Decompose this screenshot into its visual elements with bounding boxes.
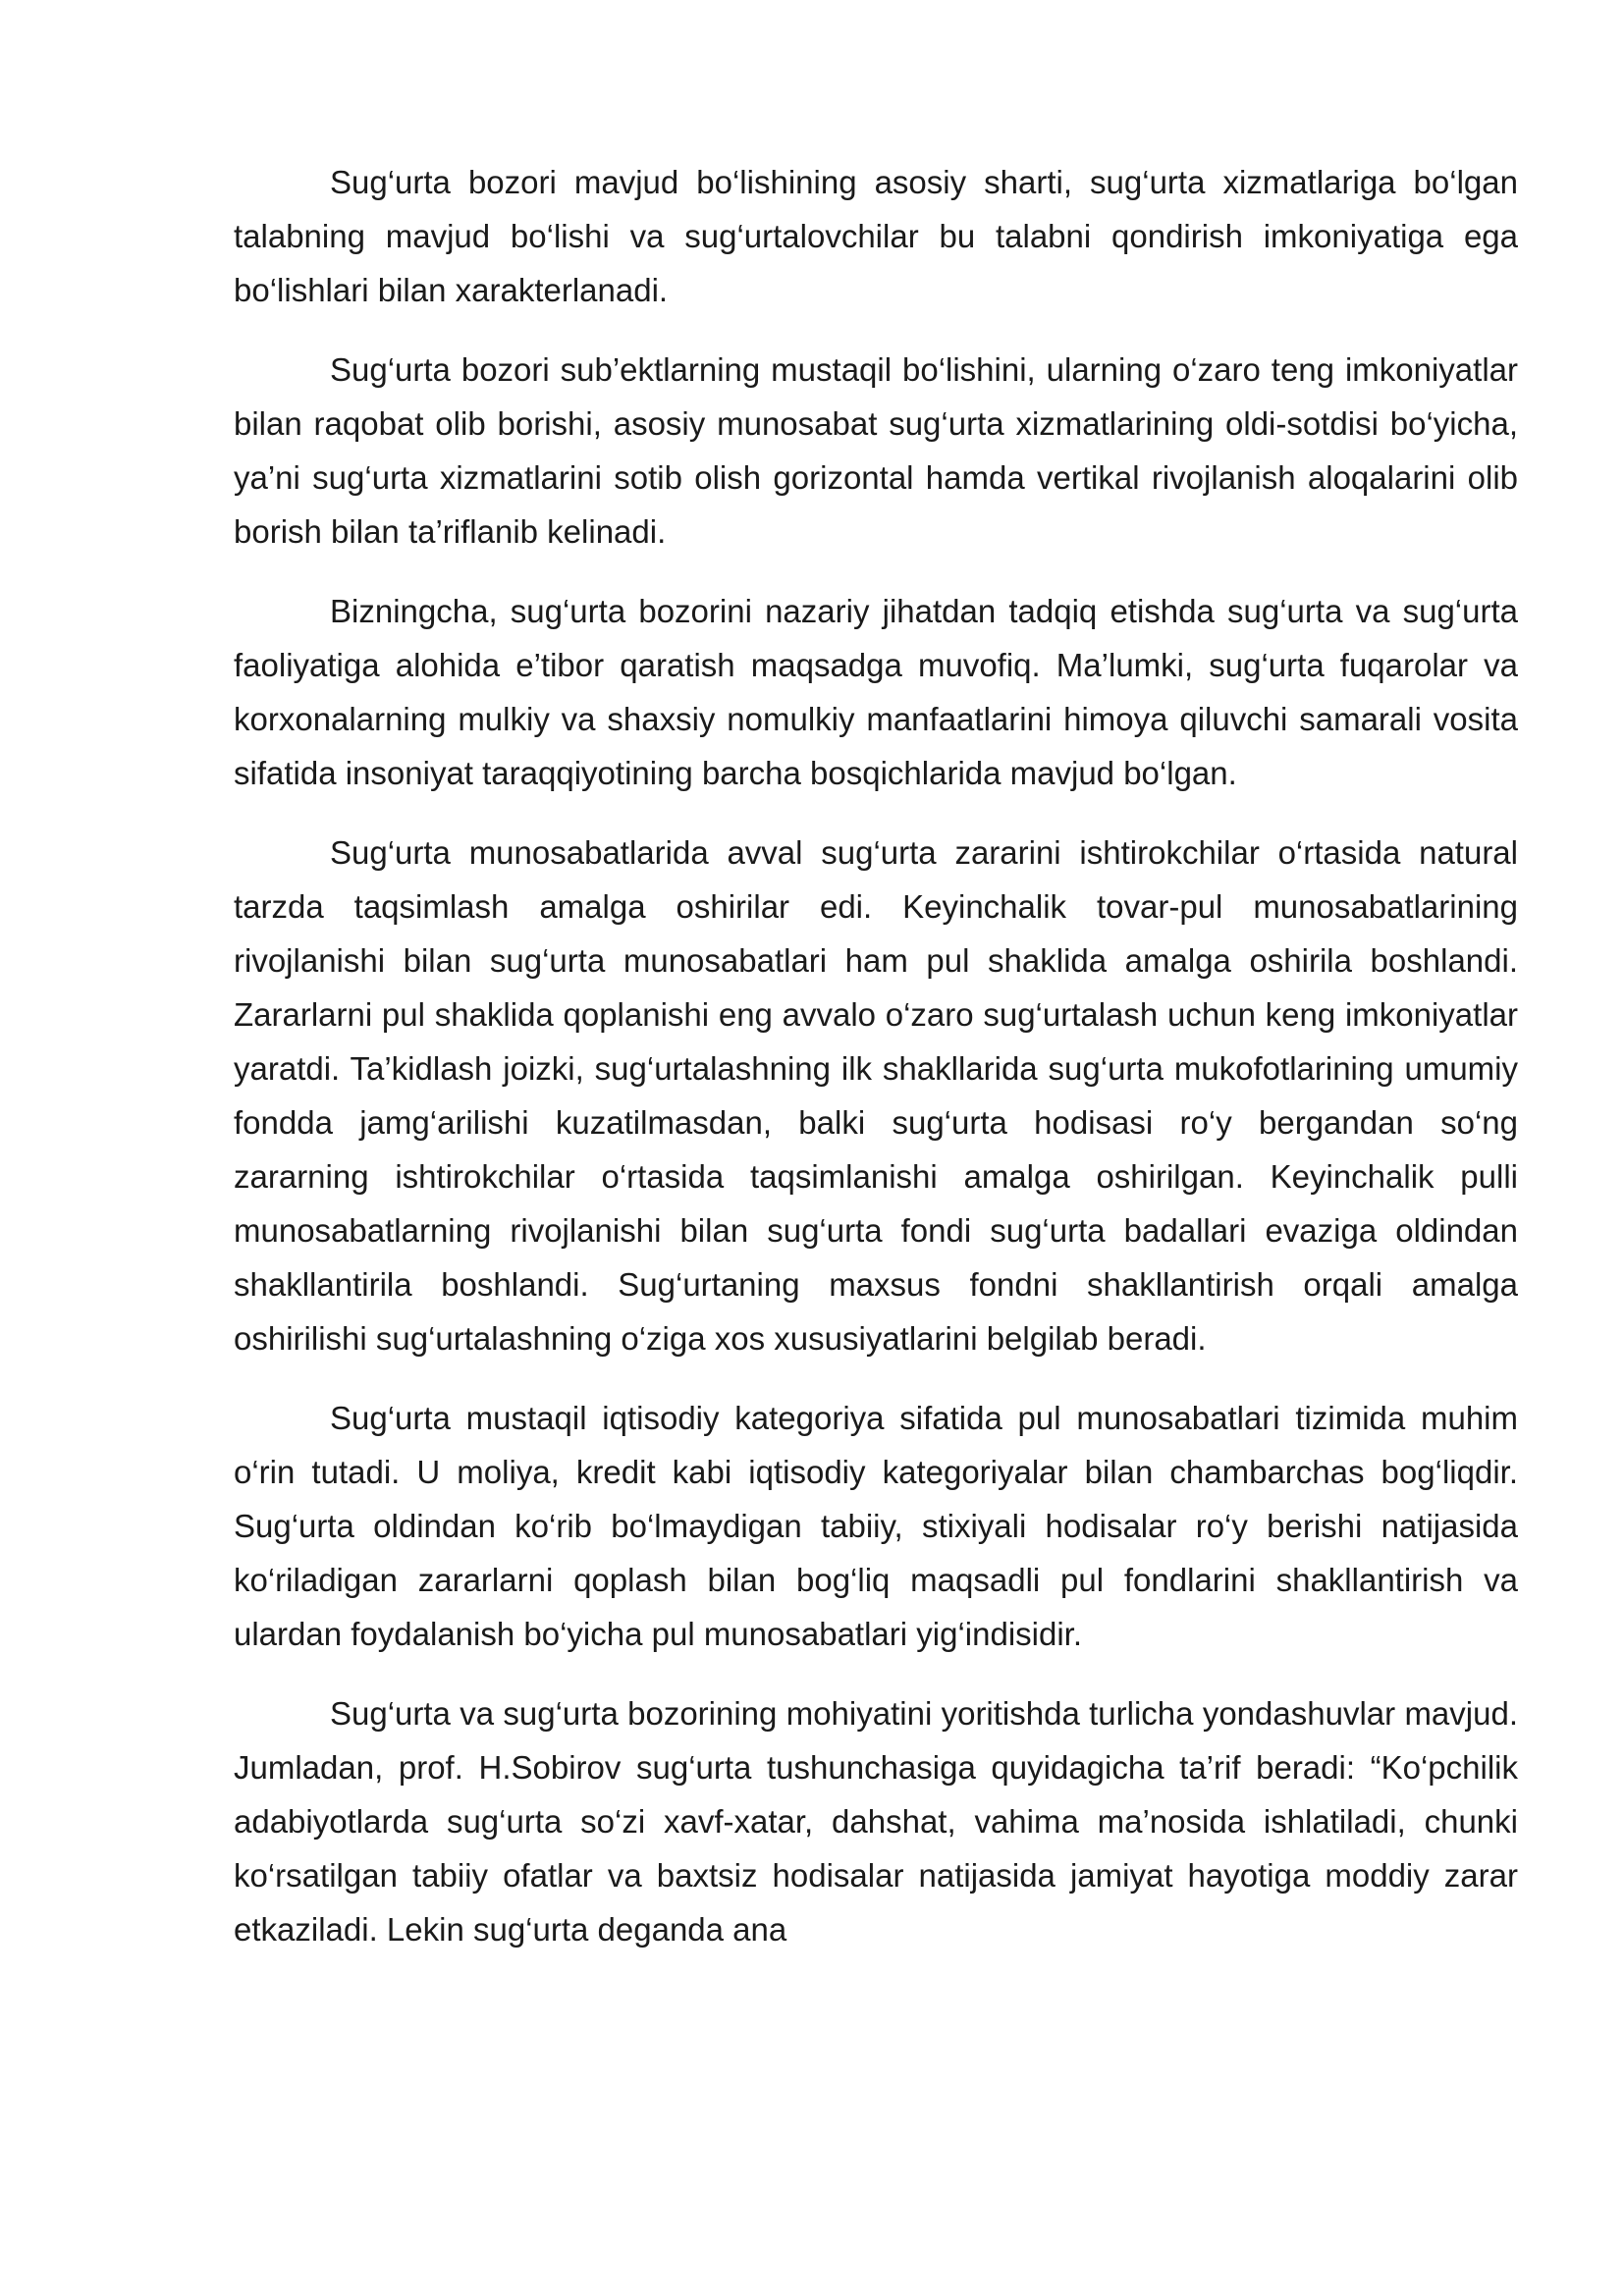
paragraph-4: Sug‘urta munosabatlarida avval sug‘urta zararini ishtirokchilar o‘rtasida natural tarzda taqsimlash amalga oshirilar edi. Keyinchalik tovar-pul munosabatlarining rivojlanishi bilan sug‘urta munosabatlari ham pul shaklida amalga oshirila boshlandi. Zararlarni pul shaklida qoplanishi eng avvalo o‘zaro sug‘urtalash uchun keng imkoniyatlar yaratdi. Ta’kidlash joizki, sug‘urtalashning ilk shakllarida sug‘urta mukofotlarining umumiy fondda jamg‘arilishi kuzatilmasdan, balki sug‘urta hodisasi ro‘y bergandan so‘ng zararning ishtirokchilar o‘rtasida taqsimlanishi amalga oshirilgan. Keyinchalik pulli munosabatlarning rivojlanishi bilan sug‘urta fondi sug‘urta badallari evaziga oldindan shakllantirila boshlandi. Sug‘urtaning maxsus fondni shakllantirish orqali amalga oshirilishi sug‘urtalashning o‘ziga xos xususiyatlarini belgilab beradi. — [234, 834, 1518, 1357]
paragraph-2: Sug‘urta bozori sub’ektlarning mustaqil bo‘lishini, ularning o‘zaro teng imkoniyatlar bilan raqobat olib borishi, asosiy munosabat sug‘urta xizmatlarining oldi-sotdisi bo‘yicha, ya’ni sug‘urta xizmatlarini sotib olish gorizontal hamda vertikal rivojlanish aloqalarini olib borish bilan ta’riflanib kelinadi. — [234, 351, 1518, 550]
paragraph-1: Sug‘urta bozori mavjud bo‘lishining asosiy sharti, sug‘urta xizmatlariga bo‘lgan talabning mavjud bo‘lishi va sug‘urtalovchilar bu talabni qondirish imkoniyatiga ega bo‘lishlari bilan xarakterlanadi. — [234, 164, 1518, 308]
document-page — [234, 155, 1518, 1982]
paragraph-5: Sug‘urta mustaqil iqtisodiy kategoriya sifatida pul munosabatlari tizimida muhim o‘rin tutadi. U moliya, kredit kabi iqtisodiy kategoriyalar bilan chambarchas bog‘liqdir. Sug‘urta oldindan ko‘rib bo‘lmaydigan tabiiy, stixiyali hodisalar ro‘y berishi natijasida ko‘riladigan zararlarni qoplash bilan bog‘liq maqsadli pul fondlarini shakllantirish va ulardan foydalanish bo‘yicha pul munosabatlari yig‘indisidir. — [234, 1400, 1518, 1652]
paragraph-6: Sug‘urta va sug‘urta bozorining mohiyatini yoritishda turlicha yondashuvlar mavjud. Jumladan, prof. H.Sobirov sug‘urta tushunchasiga quyidagicha ta’rif beradi: “Ko‘pchilik adabiyotlarda sug‘urta so‘zi xavf-xatar, dahshat, vahima ma’nosida ishlatiladi, chunki ko‘rsatilgan tabiiy ofatlar va baxtsiz hodisalar natijasida jamiyat hayotiga moddiy zarar etkaziladi. Lekin sug‘urta deganda ana — [234, 1695, 1518, 1948]
paragraph-3: Bizningcha, sug‘urta bozorini nazariy jihatdan tadqiq etishda sug‘urta va sug‘urta faoliyatiga alohida e’tibor qaratish maqsadga muvofiq. Ma’lumki, sug‘urta fuqarolar va korxonalarning mulkiy va shaxsiy nomulkiy manfaatlarini himoya qiluvchi samarali vosita sifatida insoniyat taraqqiyotining barcha bosqichlarida mavjud bo‘lgan. — [234, 593, 1518, 791]
